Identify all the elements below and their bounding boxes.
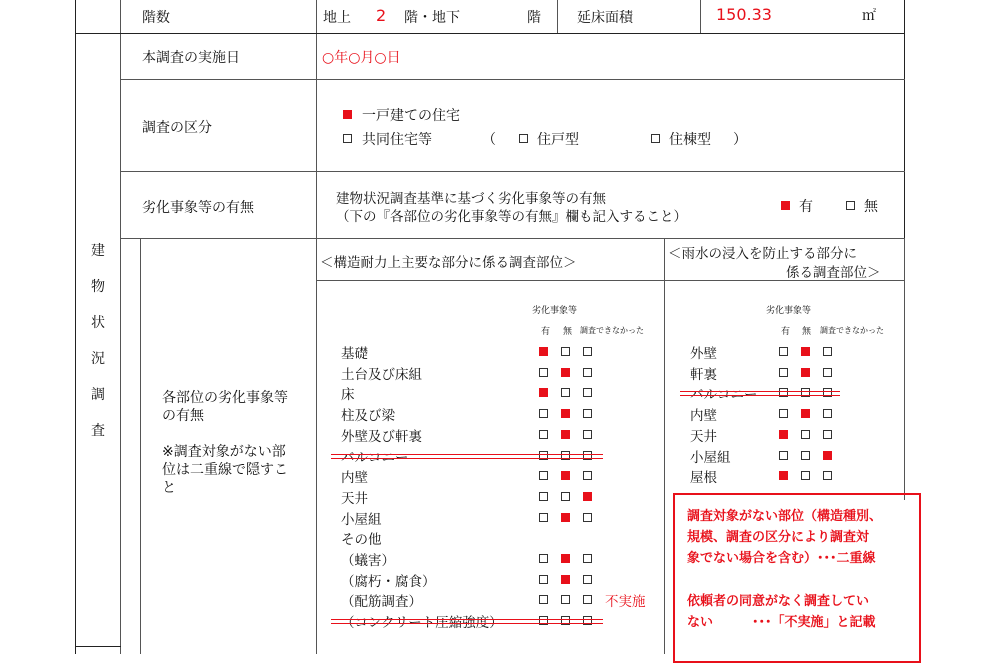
parts-note-3: と: [162, 480, 176, 496]
structural-part-checkbox-no[interactable]: [561, 492, 570, 501]
rain-part-checkbox-yes[interactable]: [779, 347, 788, 356]
structural-part-checkbox-yes[interactable]: [539, 347, 548, 356]
parts-note-2: 位は二重線で隠すこ: [162, 462, 288, 478]
structural-col-group: 劣化事象等: [532, 306, 578, 316]
rain-part-double-strike: [680, 391, 840, 396]
structural-part-name: 土台及び床組: [341, 366, 422, 383]
structural-part-checkbox-na[interactable]: [583, 347, 592, 356]
structural-header: ＜構造耐力上主要な部分に係る調査部位＞: [320, 255, 577, 271]
structural-part-checkbox-na[interactable]: [583, 513, 592, 522]
rain-part-checkbox-no[interactable]: [801, 451, 810, 460]
outer-left-border: [75, 0, 76, 654]
checkbox-deterioration-no[interactable]: [846, 201, 855, 210]
structural-part-name: （コンクリート圧縮強度）: [341, 615, 503, 632]
parts-label-2: の有無: [162, 408, 204, 424]
category-label: 調査の区分: [142, 120, 212, 136]
structural-part-checkbox-na[interactable]: [583, 595, 592, 604]
rain-part-checkbox-na[interactable]: [823, 368, 832, 377]
structural-col-yes: 有: [541, 327, 551, 337]
rain-part-checkbox-no[interactable]: [801, 471, 810, 480]
rain-part-checkbox-yes[interactable]: [779, 368, 788, 377]
rain-part-name: 屋根: [690, 470, 717, 487]
structural-col-no: 無: [563, 327, 573, 337]
structural-part-checkbox-na[interactable]: [583, 575, 592, 584]
structural-part-name: （腐朽・腐食）: [341, 573, 436, 590]
structural-part-checkbox-no[interactable]: [561, 388, 570, 397]
structural-col-na: 調査できなかった: [580, 326, 644, 335]
area-label-border-left: [557, 0, 558, 33]
rain-part-checkbox-na[interactable]: [823, 430, 832, 439]
area-value: 150.33: [716, 5, 772, 24]
rain-part-name: 天井: [690, 428, 717, 445]
structural-part-name: バルコニー: [341, 449, 409, 466]
rain-part-checkbox-na[interactable]: [823, 451, 832, 460]
structural-part-checkbox-no[interactable]: [561, 595, 570, 604]
area-label: 延床面積: [577, 10, 633, 26]
deterioration-yes: 有: [799, 199, 813, 215]
callout-box: [673, 493, 921, 663]
rain-part-checkbox-no[interactable]: [801, 409, 810, 418]
structural-part-checkbox-na[interactable]: [583, 471, 592, 480]
callout-line-2: 規模、調査の区分により調査対: [687, 530, 870, 545]
structural-part-name: （蟻害）: [341, 553, 395, 569]
structural-part-name: 柱及び梁: [341, 408, 395, 425]
row-divider-top: [75, 33, 905, 34]
structural-part-not-performed-note: 不実施: [605, 594, 646, 611]
rain-part-checkbox-no[interactable]: [801, 347, 810, 356]
rain-part-checkbox-no[interactable]: [801, 430, 810, 439]
structural-part-name: （配筋調査）: [341, 594, 422, 611]
value-column-border: [316, 0, 317, 238]
section-char-6: 査: [91, 423, 105, 439]
structural-part-checkbox-no[interactable]: [561, 575, 570, 584]
section-char-3: 状: [91, 315, 105, 331]
deterioration-label: 劣化事象等の有無: [142, 200, 254, 216]
structural-part-checkbox-no[interactable]: [561, 554, 570, 563]
label-column-border: [120, 0, 121, 654]
structural-part-checkbox-na[interactable]: [583, 492, 592, 501]
parts-note-1: ※調査対象がない部: [162, 444, 286, 460]
structural-part-name: 基礎: [341, 346, 368, 362]
structural-part-checkbox-yes[interactable]: [539, 388, 548, 397]
structural-part-name: 床: [341, 387, 355, 404]
section-char-4: 況: [91, 351, 105, 367]
date-value: ○年○月○日: [322, 50, 401, 66]
rain-part-name: バルコニー: [690, 387, 758, 404]
structural-part-checkbox-na[interactable]: [583, 388, 592, 397]
structural-part-checkbox-na[interactable]: [583, 409, 592, 418]
checkbox-unit-type[interactable]: [519, 134, 528, 143]
rain-part-checkbox-na[interactable]: [823, 347, 832, 356]
rain-part-checkbox-yes[interactable]: [779, 451, 788, 460]
callout-line-5: ない ･･･「不実施」と記載: [687, 615, 876, 630]
floors-separator: 階・地下: [404, 10, 460, 26]
structural-part-checkbox-yes[interactable]: [539, 492, 548, 501]
rain-header-2: 係る調査部位＞: [786, 265, 881, 281]
structural-part-name: 外壁及び軒裏: [341, 428, 422, 445]
rain-part-name: 内壁: [690, 408, 717, 425]
parts-left-border: [140, 238, 141, 654]
structural-part-checkbox-yes[interactable]: [539, 368, 548, 377]
callout-line-1: 調査対象がない部位（構造種別、: [687, 509, 883, 524]
structural-part-checkbox-no[interactable]: [561, 471, 570, 480]
rain-part-name: 小屋組: [690, 449, 731, 466]
structural-part-checkbox-no[interactable]: [561, 513, 570, 522]
section-char-1: 建: [91, 243, 105, 259]
row-divider-category: [120, 171, 905, 172]
section-char-2: 物: [91, 279, 105, 295]
rain-part-checkbox-yes[interactable]: [779, 471, 788, 480]
callout-line-4: 依頼者の同意がなく調査してい: [687, 594, 870, 609]
rain-col-no: 無: [802, 327, 812, 337]
floors-above-label: 地上: [323, 10, 351, 26]
structural-part-name: 小屋組: [341, 511, 382, 528]
paren-close: ）: [733, 132, 747, 148]
rain-col-group: 劣化事象等: [766, 306, 812, 316]
rain-part-checkbox-no[interactable]: [801, 368, 810, 377]
rain-col-na: 調査できなかった: [820, 326, 884, 335]
outer-right-border: [904, 0, 905, 240]
floors-above-value: 2: [376, 6, 387, 25]
structural-part-name: 内壁: [341, 470, 368, 487]
rain-part-checkbox-yes[interactable]: [779, 430, 788, 439]
structural-part-double-strike: [331, 619, 603, 624]
area-label-border-right: [700, 0, 701, 33]
structural-part-checkbox-yes[interactable]: [539, 513, 548, 522]
row-divider-date: [120, 79, 905, 80]
rain-header-1: ＜雨水の浸入を防止する部分に: [668, 246, 857, 262]
structural-part-checkbox-no[interactable]: [561, 368, 570, 377]
structural-part-checkbox-na[interactable]: [583, 430, 592, 439]
structural-part-checkbox-no[interactable]: [561, 409, 570, 418]
structural-part-checkbox-no[interactable]: [561, 430, 570, 439]
structural-part-checkbox-na[interactable]: [583, 554, 592, 563]
floors-unit: 階: [527, 10, 541, 26]
structural-part-checkbox-yes[interactable]: [539, 575, 548, 584]
structural-part-checkbox-yes[interactable]: [539, 471, 548, 480]
rain-col-yes: 有: [781, 327, 791, 337]
deterioration-no: 無: [864, 199, 878, 215]
option-detached: 一戸建ての住宅: [362, 108, 460, 124]
paren-open: （: [482, 132, 496, 148]
structural-part-checkbox-yes[interactable]: [539, 595, 548, 604]
checkbox-building-type[interactable]: [651, 134, 660, 143]
structural-part-checkbox-no[interactable]: [561, 347, 570, 356]
rain-part-checkbox-na[interactable]: [823, 471, 832, 480]
structural-part-name: その他: [341, 532, 382, 549]
rain-part-name: 軒裏: [690, 366, 717, 383]
checkbox-deterioration-yes[interactable]: [781, 201, 790, 210]
structural-part-checkbox-yes[interactable]: [539, 409, 548, 418]
floors-label: 階数: [142, 10, 170, 26]
parts-split-border: [664, 238, 665, 654]
area-unit: ㎡: [862, 8, 876, 24]
structural-part-checkbox-na[interactable]: [583, 368, 592, 377]
deterioration-desc-1: 建物状況調査基準に基づく劣化事象等の有無: [336, 191, 606, 207]
option-building-type: 住棟型: [669, 132, 711, 148]
option-shared: 共同住宅等: [362, 132, 432, 148]
parts-label-border: [316, 238, 317, 654]
checkbox-detached[interactable]: [343, 110, 352, 119]
rain-part-checkbox-na[interactable]: [823, 409, 832, 418]
option-unit-type: 住戸型: [537, 132, 579, 148]
structural-part-checkbox-yes[interactable]: [539, 554, 548, 563]
callout-line-3: 象でない場合を含む）･･･二重線: [687, 551, 876, 566]
structural-part-checkbox-yes[interactable]: [539, 430, 548, 439]
section-char-5: 調: [91, 387, 105, 403]
rain-part-checkbox-yes[interactable]: [779, 409, 788, 418]
structural-part-name: 天井: [341, 490, 368, 507]
row-divider-deterioration: [120, 238, 905, 239]
parts-label-1: 各部位の劣化事象等: [162, 390, 288, 406]
checkbox-shared[interactable]: [343, 134, 352, 143]
parts-right-border: [904, 238, 905, 500]
bottom-border: [75, 646, 121, 647]
date-label: 本調査の実施日: [142, 50, 240, 66]
rain-part-name: 外壁: [690, 346, 717, 362]
structural-part-double-strike: [331, 454, 603, 459]
deterioration-desc-2: （下の『各部位の劣化事象等の有無』欄も記入すること）: [336, 209, 687, 225]
